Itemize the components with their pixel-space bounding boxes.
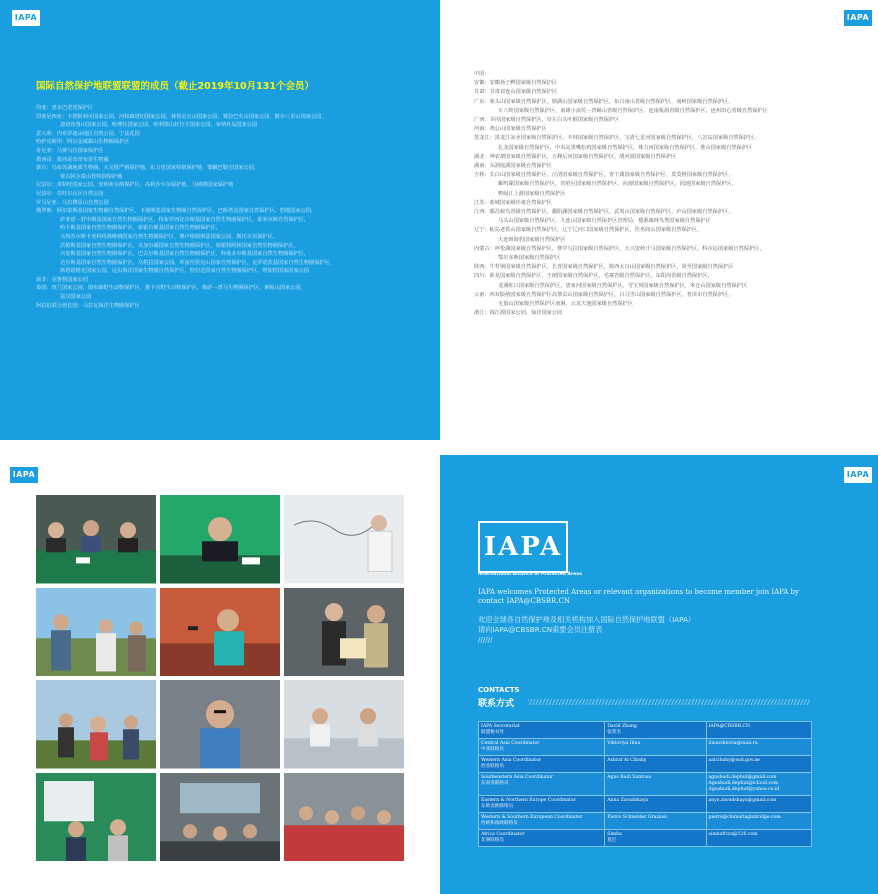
contact-name-en: David Zhang xyxy=(607,724,637,729)
contacts-table xyxy=(478,721,812,847)
contact-cell xyxy=(479,739,605,756)
international-member-line: 肯尼亚：马赛马拉国家保护区 xyxy=(36,147,104,154)
china-member-line: 安徽：安徽扬子鳄国家级自然保护区 xyxy=(474,80,558,87)
photo-page xyxy=(0,455,440,894)
china-member-line: 云南：西双版纳国家级自然保护区高黎贡山国家级自然保护区，白马雪山国家级自然保护区，普洱市自然保护区， xyxy=(474,291,734,298)
international-member-line: 罗马尼亚：马拉穆雷山自然公园 xyxy=(36,199,109,206)
contact-row xyxy=(479,796,812,813)
contact-row xyxy=(479,722,812,739)
contact-cell xyxy=(605,796,706,813)
iapa-logo-large: IAPA xyxy=(478,521,568,573)
contact-email[interactable]: anya.zavadskaya@gmail.com xyxy=(708,798,777,803)
international-member-line: 尼泊尔：奇旺尔山区自然公园 xyxy=(36,190,104,197)
contact-cell xyxy=(706,756,812,773)
photo-workshop xyxy=(160,773,280,862)
china-member-line: 辽宁：蛇岛老铁山国家级自然保护区，辽宁辽河口国家级自然保护区，医巫闾山国家级自然保护区， xyxy=(474,227,703,234)
international-member-line: 印度：喜多巴老虎保护区 xyxy=(36,105,94,111)
china-member-line: 湖北：神农架国家级自然保护区，五峰后河国家级自然保护区，堵河源国家级自然保护区 xyxy=(474,153,677,160)
contact-role-cn: 联盟秘书处 xyxy=(481,730,504,735)
china-member-line: 黑龙江：黑龙江凉水国家级自然保护区，丰林国家级自然保护区，宝清七星河国家级自然保护区，八岔岛国家级自然保护区， xyxy=(474,135,760,142)
contact-cell xyxy=(605,830,706,847)
contact-cell xyxy=(605,813,706,830)
contact-role-en: Eastern & Northern Europe Coordinator xyxy=(481,798,576,803)
china-member-line: 马头山国家级自然保护区，九连山国家级自然保护区管理局，婺源森林鸟类国家级自然保护区 xyxy=(498,218,711,225)
china-member-line: 扎龙国家级自然保护区，中央站黑嘴松鸡国家级自然保护区，珠力河国家级自然保护区，胜山国家级自然保护区 xyxy=(498,144,753,151)
contact-cell xyxy=(605,756,706,773)
iapa-logo-small: IAPA xyxy=(10,467,38,483)
contact-role-en: Southeastern Asia Coordinator xyxy=(481,775,554,780)
contact-role-cn: 西亚联络员 xyxy=(481,764,504,769)
contact-email[interactable]: ilinaviktoria@mail.ru xyxy=(708,741,758,746)
contact-row xyxy=(479,773,812,796)
international-member-line: 哈萨克斯坦：阿尔金咸霸山生物圈保护区 xyxy=(36,139,130,146)
contact-name-cn: 张荣杰 xyxy=(607,730,621,735)
contact-row xyxy=(479,739,812,756)
photo-award xyxy=(284,588,404,677)
photo-conference-panel xyxy=(36,495,156,584)
contact-cell xyxy=(605,722,706,739)
international-member-line: 斯塔诺维克国家公园，远东海洋国家生物圈自然保护区，特伯达国家自然生物圈保护区，塔加特国家国家公园 xyxy=(60,268,310,275)
contact-cell xyxy=(706,813,812,830)
contact-cell xyxy=(479,813,605,830)
contact-role-en: Africa Coordinator xyxy=(481,832,525,837)
contact-cell xyxy=(479,722,605,739)
photo-outdoor-group xyxy=(36,588,156,677)
china-member-line: 浙江：钱江源国家公园，仙居国家公园 xyxy=(474,310,563,317)
photo-grid xyxy=(36,495,404,861)
contact-row xyxy=(479,813,812,830)
contact-role-cn: 中亚联络员 xyxy=(481,747,504,752)
contact-role-cn: 非洲联络员 xyxy=(481,838,504,843)
china-member-line: 四川：卧龙国家级自然保护区，王朗国家级自然保护区，毛寨省级自然保护区，东阳沟省级自然保护区， xyxy=(474,273,713,280)
contact-role-en: Central Asia Coordinator xyxy=(481,741,540,746)
china-members-list xyxy=(474,70,874,318)
contact-role-cn: 东欧北欧联络员 xyxy=(481,804,514,809)
contact-role-en: IAPA Secretariat xyxy=(481,724,520,729)
photo-meeting-closeup xyxy=(160,680,280,769)
contact-name-en: Ashraf Al Cibahy xyxy=(607,758,647,763)
members-page-china xyxy=(440,0,878,440)
china-member-line: 江苏：盐城国家级珍禽自然保护区 xyxy=(474,199,552,206)
international-member-line: 意大利：内布罗迪山地区自然公园，宁法花园 xyxy=(36,130,140,137)
international-member-line: 迪切布鲁山国家公园，哈博拉国家公园，哈利蒙山好拉卡国家公园，布纳肯岛国家公园 xyxy=(60,122,258,129)
contact-name-cn: 星巴 xyxy=(607,838,617,843)
international-member-line: 阿拉伯联合酋长国：马拉瓦海洋生物圈保护区 xyxy=(36,302,140,309)
iapa-logo-small: IAPA xyxy=(844,467,872,483)
photo-poster-session xyxy=(36,773,156,862)
contact-cell xyxy=(706,796,812,813)
international-member-line: 沃帕斯基国家自然生物圈保护区，贝加尔湖国家自然生物圈保护区，锡霍特阿林国家自然生物圈保护区， xyxy=(60,242,299,249)
international-member-line: 乌勃苏尔斯卡亚科特洛维纳国家自然生物圈保护区，赛卢格姆斯基国家公园，斯托尔贝保护区， xyxy=(60,233,278,240)
international-member-line: 达尔斯基国家自然生物圈保护区，乌格拉国家公园，库兹涅茨克山国家自然保护区，克罗诺茨基国家自然生物圈保护区， xyxy=(60,259,335,266)
contact-email[interactable]: IAPA@CBSBR.CN xyxy=(708,724,751,729)
contact-email[interactable]: pietro@chimaltaglobridge.com xyxy=(708,815,781,820)
photo-speaker xyxy=(160,495,280,584)
international-member-line: 蒙古：乌布苏湖地质生物圈，大戈壁严格保护地，东方省国家特别保护地，鄂嫩巴勒吉国家公园， xyxy=(36,165,260,172)
contact-name-en: Anna Zavadskaya xyxy=(607,798,649,803)
members-page-international xyxy=(0,0,440,440)
welcome-cn-line-1: 欢迎全球各自然保护地及相关机构加入国际自然保护地联盟（IAPA） xyxy=(478,615,696,624)
contact-cell xyxy=(479,796,605,813)
international-member-line: 昆汶国家公园 xyxy=(60,294,92,301)
international-member-line: 尼泊尔：奇特旺国家公园，安纳布尔纳保护区，高利沙卡尔保护地，马纳斯国家保护地 xyxy=(36,182,234,189)
members-title: 国际自然保护地联盟联盟的成员（截止2019年10月131个会员） xyxy=(36,81,314,92)
international-member-line: 印度尼西亚：卡塔阿利可国家公园，河和森塔切国家公园，林鲁尼火山国家公园，鹫拉巴火山国家公园，默尔八里山国家公园， xyxy=(36,113,327,120)
china-member-line: 中国： xyxy=(474,71,490,77)
welcome-cn-line-2: 请向IAPA@CBSBR.CN索要会员注册表 xyxy=(478,625,603,634)
contact-role-cn: 西欧和南欧联络员 xyxy=(481,821,518,826)
contact-cell xyxy=(706,830,812,847)
photo-whiteboard xyxy=(284,495,404,584)
photo-audience xyxy=(284,773,404,862)
international-member-line: 萨亚诺－舒申斯基国家自然生物圈保护区，特布罗西比尔斯基国家自然生物圈保护区，泰米尔斯自然保护区， xyxy=(60,216,310,223)
contacts-heading-cn: 联系方式 xyxy=(478,699,515,709)
china-member-line: 无量山国家级自然保护区南涧，云龙天池国家级自然保护区 xyxy=(498,301,633,308)
international-member-line: 俄罗斯：阿尔泰斯基国家生物圈自然保护区，卡通斯基国家生物圈自然保护区，巴斯塔克国家自然保护区，豹地国家公园， xyxy=(36,208,317,215)
contacts-heading-en: CONTACTS xyxy=(478,686,520,694)
international-member-line: 兴安斯基国家自然生物圈保护区，巴古尔斯基国家自然生物圈保护区，科曼多尔斯基国家自然生物圈保护区， xyxy=(60,251,310,258)
contact-row xyxy=(479,756,812,773)
china-member-line: 车八岭国家级自然保护区，南雄小流坑－青嶂山省级自然保护区，连南板洞省级自然保护区，连州田心省级自然保护区 xyxy=(498,107,768,114)
contact-email[interactable]: agusbudi.dephut@gmail.com Agusbudi.dephut@icloud.com Agusbudi.dephut@yahoo.co.id xyxy=(708,775,780,792)
international-members-list xyxy=(36,104,432,310)
welcome-cn-line-3: ////// xyxy=(478,635,493,644)
china-member-line: 内蒙古：呼伦湖国家级自然保护区，赛罕乌拉国家级自然保护区，大兴安岭汗马国家级自然保护区，科尔沁国家级自然保护区， xyxy=(474,245,765,252)
china-member-line: 甘肃：甘肃祁连山国家级自然保护区 xyxy=(474,89,558,96)
contact-role-en: Western Asia Coordinator xyxy=(481,758,542,763)
china-member-line: 广西：弄岗国家级自然保护区，崇左白头叶猴国家级自然保护区 xyxy=(474,117,620,124)
iapa-logo-small: IAPA xyxy=(12,10,40,26)
photo-field-group xyxy=(36,680,156,769)
welcome-text-en: IAPA welcomes Protected Areas or relevant organizations to become member join IAPA by contact IAPA@CBSBR.CN xyxy=(478,588,799,605)
contact-role-cn: 东南亚联络员 xyxy=(481,781,509,786)
china-member-line: 龙溪虹口国家级自然保护区，唐家河国家级自然保护区，雪宝顶国家级自然保护区，米仓山国家级自然保护区 xyxy=(498,282,748,289)
china-member-line: 陕西：牛背梁国家级自然保护区，长青国家级自然保护区，陕西太白山国家级自然保护区，周至国家级自然保护区 xyxy=(474,264,734,271)
international-member-line: 南非：克鲁格国家公园 xyxy=(36,276,88,283)
contact-cell xyxy=(605,739,706,756)
contact-name-en: Pietro Schneider Graziosi xyxy=(607,815,667,820)
contact-cell xyxy=(605,773,706,796)
iapa-logo-subtitle: International Alliance of Protected Areas xyxy=(478,572,582,577)
contact-cell xyxy=(706,773,812,796)
contact-name-en: Viktoriya Ilina xyxy=(607,741,641,746)
contact-email[interactable]: aalcibahy@ead.gov.ae xyxy=(708,758,760,763)
contact-name-en: Agus Budi Santosa xyxy=(607,775,651,780)
contact-row xyxy=(479,830,812,847)
contact-email[interactable]: simbafrica@126.com xyxy=(708,832,758,837)
china-member-line: 吉林：长白山国家级自然保护区，汪清国家级自然保护区，查干湖国家级自然保护区，莫莫格国家级自然保护区， xyxy=(474,172,734,179)
iapa-logo-small: IAPA xyxy=(844,10,872,26)
welcome-text-cn xyxy=(478,615,808,645)
decorative-slash-line xyxy=(528,699,810,705)
china-member-line: 广东：象头山国家级自然保护区，鼎湖山国家级自然保护区，始兴南山省级自然保护区，南岭国家级自然保护区， xyxy=(474,98,734,105)
contact-cell xyxy=(479,830,605,847)
international-member-line: 墨西哥：墨西哥奇奇布里生物圈 xyxy=(36,156,109,163)
china-member-line: 湖南：东洞庭湖国家级自然保护区 xyxy=(474,163,552,170)
china-member-line: 大连斑海豹国家级自然保护区 xyxy=(498,236,566,243)
china-member-line: 江西：都昌候鸟省级自然保护区，鄱阳湖国家级自然保护区，武夷山国家级自然保护区，庐山国家级自然保护区， xyxy=(474,209,734,216)
international-member-line: 泰国：班兰国家公园，图布森野生动物保护区，淮卡肯野生动物保护区，梅萨－塔马生物圈保护区，素帖山国家公园， xyxy=(36,285,306,292)
contact-cell xyxy=(706,739,812,756)
contact-cell xyxy=(479,756,605,773)
contact-cell xyxy=(479,773,605,796)
contact-cell xyxy=(706,722,812,739)
contact-role-en: Western & Southern European Coordinator xyxy=(481,815,583,820)
contact-name-en: Simba xyxy=(607,832,622,837)
china-member-line: 鄂尔多斯国家级自然保护区 xyxy=(498,255,561,262)
contact-page xyxy=(440,455,878,894)
china-member-line: 河南：鸡公山国家级自然保护区 xyxy=(474,126,547,133)
international-member-line: 蒙古阿尔泰山脊特别保护地 xyxy=(60,173,123,180)
international-member-line: 哈卡斯基国家自然生物圈保护区，索霍台斯基国家自然生物圈保护区， xyxy=(60,225,221,232)
photo-interview xyxy=(160,588,280,677)
china-member-line: 鸭绿江上游国家级自然保护区 xyxy=(498,190,566,197)
photo-seminar xyxy=(284,680,404,769)
china-member-line: 雁鸣湖国家级自然保护区，省哈尼国家级自然保护区，向海国家级自然保护区，园池国家级自然保护区， xyxy=(498,181,737,188)
